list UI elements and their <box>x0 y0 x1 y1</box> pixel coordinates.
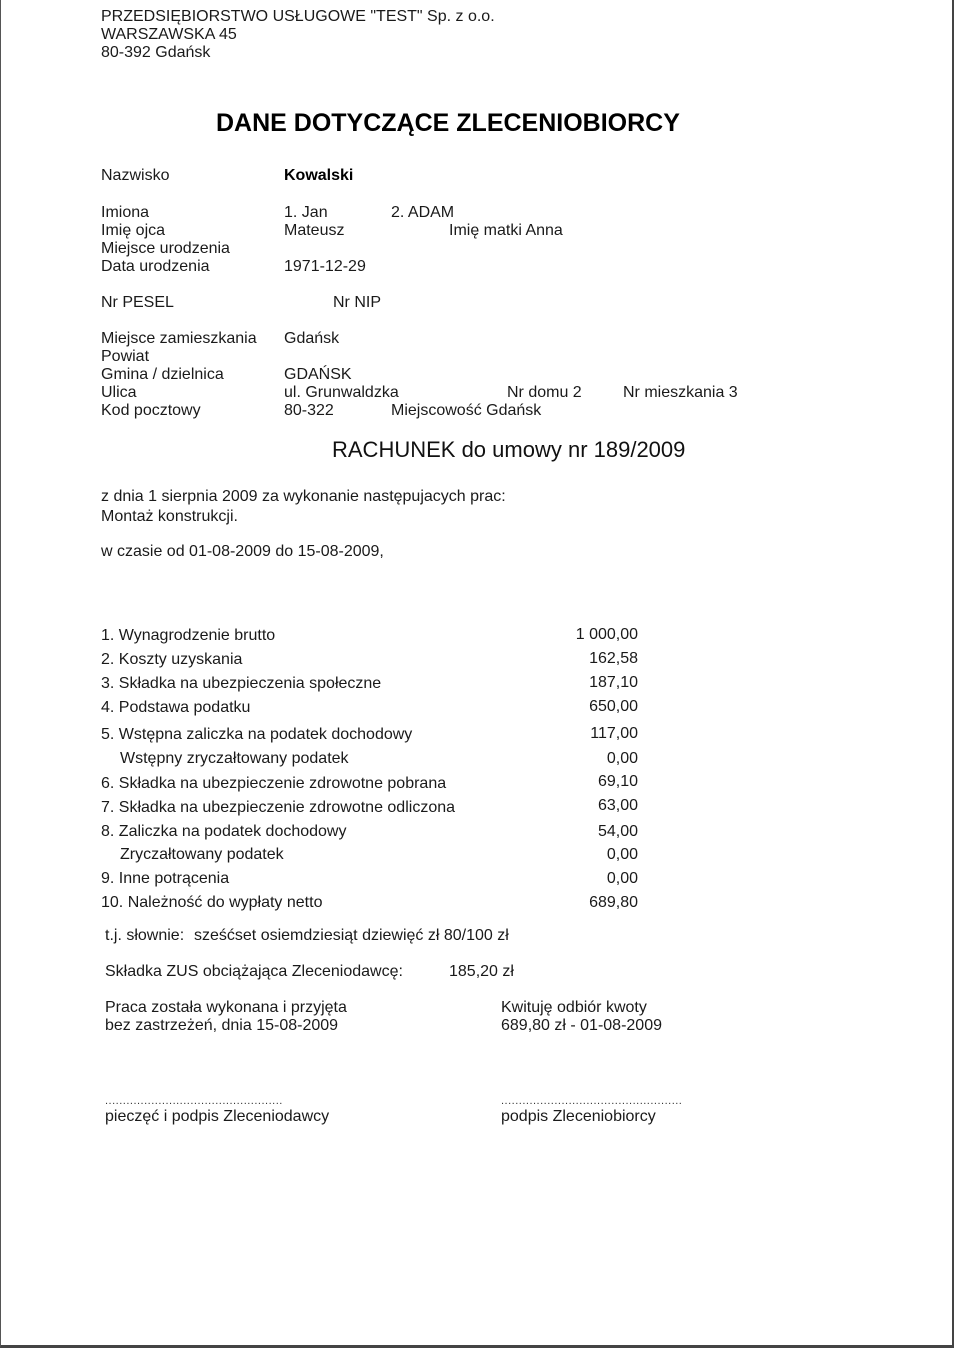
surname-value: Kowalski <box>284 167 354 184</box>
item-value: 187,10 <box>589 674 638 691</box>
birthplace-label: Miejsce urodzenia <box>101 240 230 257</box>
item-value: 0,00 <box>606 750 638 767</box>
postcode-label: Kod pocztowy <box>101 402 201 419</box>
item-label: 9. Inne potrącenia <box>101 870 230 887</box>
sign-contractor-label: podpis Zleceniobiorcy <box>501 1108 656 1125</box>
item-value: 0,00 <box>606 846 638 863</box>
nip-label: Nr NIP <box>333 294 381 311</box>
postcode-value: 80-322 <box>284 402 334 419</box>
item-value: 689,80 <box>589 894 638 911</box>
item-value: 54,00 <box>597 823 638 840</box>
father-value: Mateusz <box>284 222 345 239</box>
item-label: 10. Należność do wypłaty netto <box>101 894 323 911</box>
company-city: 80-392 Gdańsk <box>101 44 211 61</box>
work-period: w czasie od 01-08-2009 do 15-08-2009, <box>101 543 384 560</box>
item-label: 8. Zaliczka na podatek dochodowy <box>101 823 347 840</box>
item-label: 5. Wstępna zaliczka na podatek dochodowy <box>101 726 413 743</box>
item-label: 2. Koszty uzyskania <box>101 651 243 668</box>
signature-line-client: .................................................. <box>105 1095 283 1107</box>
bill-title: RACHUNEK do umowy nr 189/2009 <box>332 437 686 462</box>
commune-label: Gmina / dzielnica <box>101 366 224 383</box>
item-value: 162,58 <box>589 650 638 667</box>
item-value: 0,00 <box>606 870 638 887</box>
locality-value: Miejscowość Gdańsk <box>391 402 542 419</box>
item-value: 117,00 <box>590 725 638 742</box>
birthdate-label: Data urodzenia <box>101 258 210 275</box>
company-name: PRZEDSIĘBIORSTWO USŁUGOWE "TEST" Sp. z o.o. <box>101 8 495 25</box>
second-name-value: 2. ADAM <box>391 204 455 221</box>
item-value: 69,10 <box>597 773 638 790</box>
residence-label: Miejsce zamieszkania <box>101 330 257 347</box>
street-value: ul. Grunwaldzka <box>284 384 399 401</box>
page-title: DANE DOTYCZĄCE ZLECENIOBIORCY <box>216 109 680 137</box>
in-words-label: t.j. słownie: <box>105 927 185 944</box>
receipt-line-2: 689,80 zł - 01-08-2009 <box>501 1017 662 1034</box>
item-label: 7. Składka na ubezpieczenie zdrowotne odliczona <box>101 799 456 816</box>
father-label: Imię ojca <box>101 222 166 239</box>
accepted-line-2: bez zastrzeżeń, dnia 15-08-2009 <box>105 1017 339 1034</box>
residence-value: Gdańsk <box>284 330 340 347</box>
signature-line-contractor: ................................................... <box>501 1095 683 1107</box>
item-label: 3. Składka na ubezpieczenia społeczne <box>101 675 382 692</box>
item-value: 63,00 <box>597 797 638 814</box>
first-name-value: 1. Jan <box>284 204 328 221</box>
birthdate-value: 1971-12-29 <box>284 258 366 275</box>
item-label: Zryczałtowany podatek <box>120 846 284 863</box>
commune-value: GDAŃSK <box>284 366 352 383</box>
receipt-line-1: Kwituję odbiór kwoty <box>501 999 647 1016</box>
names-label: Imiona <box>101 204 150 221</box>
zus-value: 185,20 zł <box>449 963 514 980</box>
accepted-line-1: Praca została wykonana i przyjęta <box>105 999 347 1016</box>
intro-line-2: Montaż konstrukcji. <box>101 508 238 525</box>
item-value: 1 000,00 <box>575 626 638 643</box>
item-value: 650,00 <box>589 698 638 715</box>
flat-number: Nr mieszkania 3 <box>623 384 738 401</box>
in-words-value: sześćset osiemdziesiąt dziewięć zł 80/100 zł <box>194 927 509 944</box>
sign-client-label: pieczęć i podpis Zleceniodawcy <box>105 1108 330 1125</box>
house-number: Nr domu 2 <box>507 384 582 401</box>
company-street: WARSZAWSKA 45 <box>101 26 237 43</box>
intro-line-1: z dnia 1 sierpnia 2009 za wykonanie następujacych prac: <box>101 488 506 505</box>
street-label: Ulica <box>101 384 137 401</box>
item-label: Wstępny zryczałtowany podatek <box>120 750 349 767</box>
zus-label: Składka ZUS obciążająca Zleceniodawcę: <box>105 963 403 980</box>
pesel-label: Nr PESEL <box>101 294 174 311</box>
item-label: 1. Wynagrodzenie brutto <box>101 627 276 644</box>
county-label: Powiat <box>101 348 150 365</box>
mother-value: Imię matki Anna <box>449 222 563 239</box>
item-label: 6. Składka na ubezpieczenie zdrowotne pobrana <box>101 775 447 792</box>
item-label: 4. Podstawa podatku <box>101 699 251 716</box>
surname-label: Nazwisko <box>101 167 170 184</box>
